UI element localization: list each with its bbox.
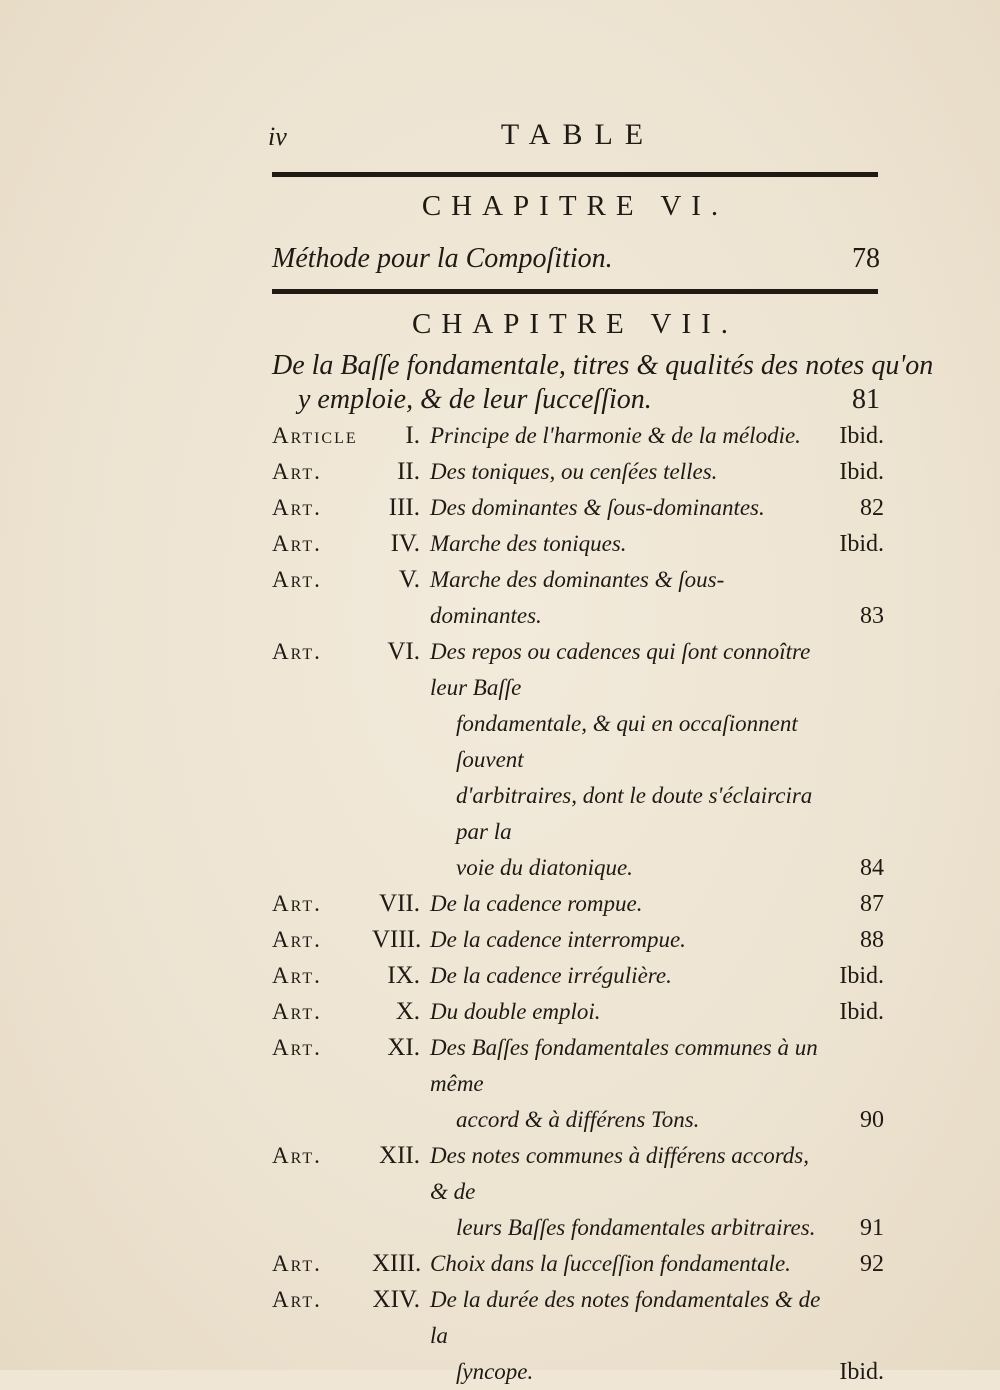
article-number: IV. xyxy=(390,530,420,557)
article-row xyxy=(272,454,892,490)
article-label: Art. xyxy=(272,999,322,1024)
article-page: 92 xyxy=(860,1251,884,1277)
article-title-line: De la durée des notes fondamentales & de la xyxy=(430,1287,821,1348)
chapter-title-vi: Méthode pour la Compoſition. xyxy=(272,243,613,274)
article-label: Art. xyxy=(272,1287,322,1312)
rule-divider xyxy=(272,289,878,294)
article-number: XIII. xyxy=(372,1250,422,1277)
article-row xyxy=(272,1030,892,1138)
article-label: Art. xyxy=(272,963,322,988)
article-title-line: Des repos ou cadences qui ſont connoître leur Baſſe xyxy=(430,639,811,700)
article-page: 90 xyxy=(860,1107,884,1133)
article-row xyxy=(272,886,892,922)
chapter-page-vii: 81 xyxy=(852,384,880,415)
article-row xyxy=(272,994,892,1030)
article-title-line: De la cadence rompue. xyxy=(430,891,643,916)
article-label: Art. xyxy=(272,1251,322,1276)
article-title-line: Des notes communes à différens accords, & de xyxy=(430,1143,810,1204)
article-number: I. xyxy=(405,422,420,449)
article-title-line: d'arbitraires, dont le doute s'éclaircira par la xyxy=(456,783,813,844)
article-page: 91 xyxy=(860,1215,884,1241)
article-title xyxy=(430,958,892,994)
article-title xyxy=(430,490,892,526)
article-row xyxy=(272,1282,892,1390)
article-page: 87 xyxy=(860,891,884,917)
article-title xyxy=(430,454,892,490)
article-title-line: De la cadence irrégulière. xyxy=(430,963,672,988)
article-page: 82 xyxy=(860,495,884,521)
article-row xyxy=(272,562,892,634)
article-title-line: fondamentale, & qui en occaſionnent ſouvent xyxy=(456,711,798,772)
article-label: Art. xyxy=(272,495,322,520)
article-page: Ibid. xyxy=(839,459,884,485)
article-page: Ibid. xyxy=(839,1359,884,1385)
article-page: Ibid. xyxy=(839,531,884,557)
article-title xyxy=(430,922,892,958)
article-title xyxy=(430,1138,892,1246)
article-title-line: De la cadence interrompue. xyxy=(430,927,686,952)
article-title-line: leurs Baſſes fondamentales arbitraires. xyxy=(456,1215,816,1240)
article-title-line: Marche des dominantes & ſous-dominantes. xyxy=(430,567,725,628)
article-label: Art. xyxy=(272,639,322,664)
article-label: Art. xyxy=(272,1035,322,1060)
article-title xyxy=(430,1246,892,1282)
article-title xyxy=(430,886,892,922)
article-row xyxy=(272,1246,892,1282)
rule-divider xyxy=(272,172,878,177)
article-list xyxy=(272,418,892,1390)
article-title-line: Du double emploi. xyxy=(430,999,601,1024)
chapter-page-vi: 78 xyxy=(852,243,880,274)
article-number: III. xyxy=(388,494,420,521)
article-title-line: Des toniques, ou cenſées telles. xyxy=(430,459,718,484)
article-row xyxy=(272,490,892,526)
chapter-heading-vii: CHAPITRE VII. xyxy=(411,308,739,340)
article-title-line: Marche des toniques. xyxy=(430,531,627,556)
article-row xyxy=(272,1138,892,1246)
article-title xyxy=(430,1030,892,1138)
article-page: 88 xyxy=(860,927,884,953)
article-number: VIII. xyxy=(372,926,422,953)
article-title-line: Des dominantes & ſous-dominantes. xyxy=(430,495,765,520)
chapter-title-vii-line2: y emploie, & de leur ſucceſſion. xyxy=(298,384,652,415)
article-page: Ibid. xyxy=(839,999,884,1025)
article-page: 83 xyxy=(860,603,884,629)
article-label: Art. xyxy=(272,1143,322,1168)
article-row xyxy=(272,922,892,958)
article-label: Art. xyxy=(272,567,322,592)
article-row xyxy=(272,526,892,562)
page-header xyxy=(268,118,888,158)
article-label: Article xyxy=(272,423,358,448)
article-number: VII. xyxy=(379,890,420,917)
article-title-line: accord & à différens Tons. xyxy=(456,1107,700,1132)
article-row xyxy=(272,958,892,994)
article-label: Art. xyxy=(272,459,322,484)
folio: iv xyxy=(268,122,287,151)
article-number: XII. xyxy=(379,1142,420,1169)
article-title-line: voie du diatonique. xyxy=(456,855,633,880)
article-title xyxy=(430,418,892,454)
article-label: Art. xyxy=(272,927,322,952)
article-title xyxy=(430,562,892,634)
article-number: II. xyxy=(397,458,420,485)
article-label: Art. xyxy=(272,531,322,556)
article-label: Art. xyxy=(272,891,322,916)
article-page: Ibid. xyxy=(839,423,884,449)
article-row xyxy=(272,418,892,454)
article-number: IX. xyxy=(387,962,420,989)
article-number: VI. xyxy=(387,638,420,665)
article-number: XI. xyxy=(387,1034,420,1061)
article-row xyxy=(272,634,892,886)
article-title xyxy=(430,994,892,1030)
chapter-heading-vi: CHAPITRE VI. xyxy=(421,190,729,222)
article-title-line: Choix dans la ſucceſſion fondamentale. xyxy=(430,1251,791,1276)
article-title-line: ſyncope. xyxy=(456,1359,534,1384)
article-page: Ibid. xyxy=(839,963,884,989)
article-number: V. xyxy=(398,566,420,593)
running-title: TABLE xyxy=(500,118,656,151)
article-page: 84 xyxy=(860,855,884,881)
article-number: X. xyxy=(395,998,420,1025)
article-title xyxy=(430,634,892,886)
article-title-line: Principe de l'harmonie & de la mélodie. xyxy=(430,423,801,448)
chapter-title-vii-line1: De la Baſſe fondamentale, titres & qualités des notes qu'on xyxy=(272,350,934,381)
article-title xyxy=(430,526,892,562)
article-number: XIV. xyxy=(372,1286,420,1313)
article-title-line: Des Baſſes fondamentales communes à un même xyxy=(430,1035,818,1096)
article-title xyxy=(430,1282,892,1390)
